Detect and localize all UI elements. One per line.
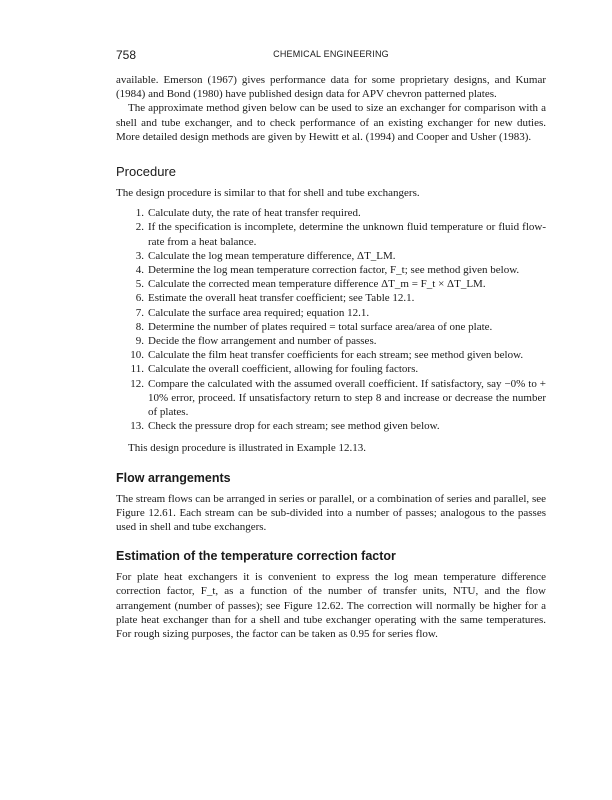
step-text: Estimate the overall heat transfer coefficient; see Table 12.1. xyxy=(148,292,415,305)
intro-paragraph-1: available. Emerson (1967) gives performance data for some proprietary designs, and Kumar (1984) and Bond (1980) have published design data for APV chevron patterned plates. xyxy=(116,74,546,101)
page-body xyxy=(116,73,546,641)
procedure-intro: The design procedure is similar to that for shell and tube exchangers. xyxy=(116,187,420,200)
step-text: Determine the number of plates required = total surface area/area of one plate. xyxy=(148,320,493,333)
procedure-step-9 xyxy=(135,334,546,348)
procedure-step-7 xyxy=(135,306,546,320)
step-text: Calculate the surface area required; equation 12.1. xyxy=(148,306,370,319)
step-number: 4. xyxy=(135,264,144,277)
step-number: 5. xyxy=(135,278,144,291)
step-text: Determine the log mean temperature correction factor, F_t; see method given below. xyxy=(148,264,520,277)
step-text: Calculate the overall coefficient, allowing for fouling factors. xyxy=(148,363,419,376)
step-number: 6. xyxy=(135,292,144,305)
procedure-step-12 xyxy=(130,377,546,420)
running-header xyxy=(116,48,546,64)
step-text: Calculate the film heat transfer coefficients for each stream; see method given below. xyxy=(148,349,524,362)
step-number: 1. xyxy=(135,207,144,220)
step-number: 9. xyxy=(135,335,144,348)
procedure-closing: This design procedure is illustrated in Example 12.13. xyxy=(128,442,366,455)
flow-arrangements-text: The stream flows can be arranged in series or parallel, or a combination of series and parallel, see Figure 12.61. Each stream can be sub-divided into a number of passes; analogous to the passes used in shell and tube exchangers. xyxy=(116,492,546,534)
step-number: 11. xyxy=(130,363,144,376)
step-number: 13. xyxy=(130,420,144,433)
temperature-correction-heading: Estimation of the temperature correction factor xyxy=(116,549,396,564)
temperature-correction-text: For plate heat exchangers it is convenient to express the log mean temperature difference correction factor, F_t, as a function of the number of transfer units, NTU, and the flow arrangement (number of passes); see Figure 12.62. The correction will normally be higher for a plate heat exchanger than for a shell and tube exchanger operating with the same temperatures. For rough sizing purposes, the factor can be taken as 0.95 for series flow. xyxy=(116,571,546,641)
step-number: 3. xyxy=(135,249,144,262)
procedure-step-5 xyxy=(135,277,546,291)
step-text: If the specification is incomplete, determine the unknown fluid temperature or fluid flow-rate from a heat balance. xyxy=(148,221,546,248)
step-text: Decide the flow arrangement and number of passes. xyxy=(148,335,377,348)
procedure-step-2 xyxy=(135,220,546,248)
procedure-step-1 xyxy=(135,206,546,220)
procedure-step-6 xyxy=(135,291,546,305)
step-text: Calculate the log mean temperature difference, ΔT_LM. xyxy=(148,249,396,262)
procedure-step-3 xyxy=(135,249,546,263)
step-text: Calculate the corrected mean temperature difference ΔT_m = F_t × ΔT_LM. xyxy=(148,278,486,291)
page-number: 758 xyxy=(116,48,137,62)
step-text: Check the pressure drop for each stream; see method given below. xyxy=(148,420,440,433)
step-number: 2. xyxy=(135,221,144,234)
step-number: 8. xyxy=(135,320,144,333)
procedure-steps xyxy=(116,206,546,433)
procedure-step-8 xyxy=(135,320,546,334)
procedure-step-11 xyxy=(130,362,546,376)
procedure-step-4 xyxy=(135,263,546,277)
step-number: 7. xyxy=(135,306,144,319)
step-number: 10. xyxy=(130,349,144,362)
step-text: Compare the calculated with the assumed overall coefficient. If satisfactory, say −0% to + 10% error, proceed. If unsatisfactory return to step 8 and increase or decrease the number of plates. xyxy=(148,377,546,419)
intro-paragraph-2: The approximate method given below can be used to size an exchanger for comparison with a shell and tube exchanger, and to check performance of an existing exchanger for new duties. More detailed design methods are given by Hewitt et al. (1994) and Cooper and Usher (1983). xyxy=(116,102,546,143)
procedure-step-13 xyxy=(130,419,546,433)
procedure-step-10 xyxy=(130,348,546,362)
step-number: 12. xyxy=(130,377,144,390)
procedure-heading: Procedure xyxy=(116,164,176,180)
step-text: Calculate duty, the rate of heat transfer required. xyxy=(148,207,361,220)
flow-arrangements-heading: Flow arrangements xyxy=(116,470,231,485)
running-title: CHEMICAL ENGINEERING xyxy=(273,49,389,59)
